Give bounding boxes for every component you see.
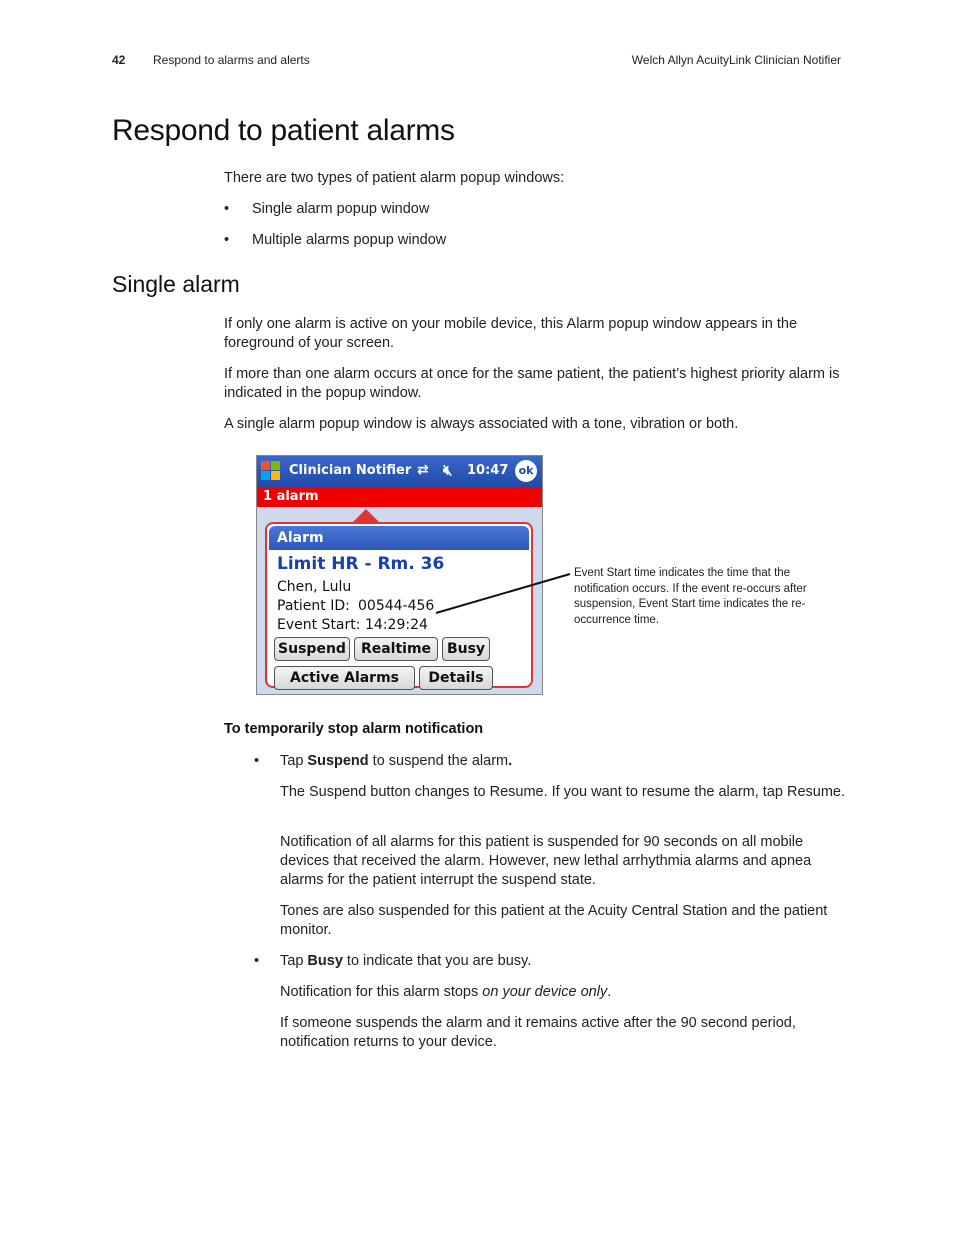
- suspend-button[interactable]: Suspend: [274, 637, 350, 661]
- bullet-mark: •: [224, 201, 230, 217]
- speaker-muted-icon[interactable]: 🔇︎: [443, 461, 453, 479]
- connectivity-arrows-icon: ⇄: [417, 462, 429, 478]
- step-suspend: [280, 752, 512, 771]
- section-heading: Single alarm: [112, 271, 240, 297]
- step-period: .: [508, 753, 513, 769]
- clock[interactable]: 10:47: [467, 463, 509, 478]
- paragraph: Tones are also suspended for this patient at the Acuity Central Station and the patient monitor.: [280, 903, 828, 938]
- step-text: to indicate that you are busy.: [342, 953, 532, 969]
- event-start-label: Event Start:: [277, 617, 361, 633]
- paragraph: A single alarm popup window is always associated with a tone, vibration or both.: [224, 416, 739, 432]
- procedure-heading: To temporarily stop alarm notification: [224, 721, 484, 737]
- paragraph: [280, 983, 845, 1002]
- paragraph: If someone suspends the alarm and it remains active after the 90 second period, notification returns to your device.: [280, 1015, 796, 1050]
- intro-bullet-single: Single alarm popup window: [252, 201, 430, 217]
- page-title: Respond to patient alarms: [112, 114, 455, 147]
- para-text: Notification for this alarm stops: [280, 984, 483, 1000]
- suspend-term: Suspend: [307, 753, 369, 769]
- ok-button[interactable]: ok: [515, 460, 537, 482]
- step-text: Tap: [280, 753, 308, 769]
- bullet-mark: •: [254, 753, 260, 769]
- paragraph: If more than one alarm occurs at once for the same patient, the patient’s highest priority alarm is indicated in the popup window.: [224, 366, 840, 401]
- step-text: Tap: [280, 953, 308, 969]
- patient-name: Chen, Lulu: [277, 579, 352, 595]
- step-busy: [280, 952, 531, 971]
- running-header-section: Respond to alarms and alerts: [153, 53, 310, 67]
- para-emphasis: on your device only: [482, 984, 608, 1000]
- app-title: Clinician Notifier: [289, 463, 412, 478]
- patient-id-value: 00544-456: [358, 598, 435, 614]
- active-alarms-button[interactable]: Active Alarms: [274, 666, 415, 690]
- paragraph: Notification of all alarms for this patient is suspended for 90 seconds on all mobile devices that received the alarm. However, new lethal arrhythmia alarms and apnea alarms for the patient interrupt the suspend state.: [280, 834, 812, 888]
- paragraph: The Suspend button changes to Resume. If you want to resume the alarm, tap Resume.: [280, 784, 846, 800]
- step-text: to suspend the alarm: [368, 753, 509, 769]
- event-start-value: 14:29:24: [365, 617, 428, 633]
- realtime-button[interactable]: Realtime: [354, 637, 438, 661]
- popup-title: Alarm: [277, 530, 324, 546]
- alarm-count: 1 alarm: [263, 489, 319, 504]
- bullet-mark: •: [254, 953, 260, 969]
- alarm-name: Limit HR - Rm. 36: [277, 554, 445, 574]
- patient-id-label: Patient ID:: [277, 598, 350, 614]
- intro-bullet-multiple: Multiple alarms popup window: [252, 232, 447, 248]
- busy-term: Busy: [307, 953, 343, 969]
- paragraph: If only one alarm is active on your mobile device, this Alarm popup window appears in the foreground of your screen.: [224, 316, 798, 351]
- running-header-book: Welch Allyn AcuityLink Clinician Notifier: [631, 53, 841, 67]
- intro-text: There are two types of patient alarm popup windows:: [224, 170, 565, 186]
- busy-button[interactable]: Busy: [442, 637, 490, 661]
- details-button[interactable]: Details: [419, 666, 493, 690]
- event-start-callout: Event Start time indicates the time that the notification occurs. If the event re-occurs after suspension, Event Start time indicates the re-occurrence time.: [574, 567, 807, 626]
- bullet-mark: •: [224, 232, 230, 248]
- page-number: 42: [112, 53, 126, 67]
- para-text: .: [607, 984, 612, 1000]
